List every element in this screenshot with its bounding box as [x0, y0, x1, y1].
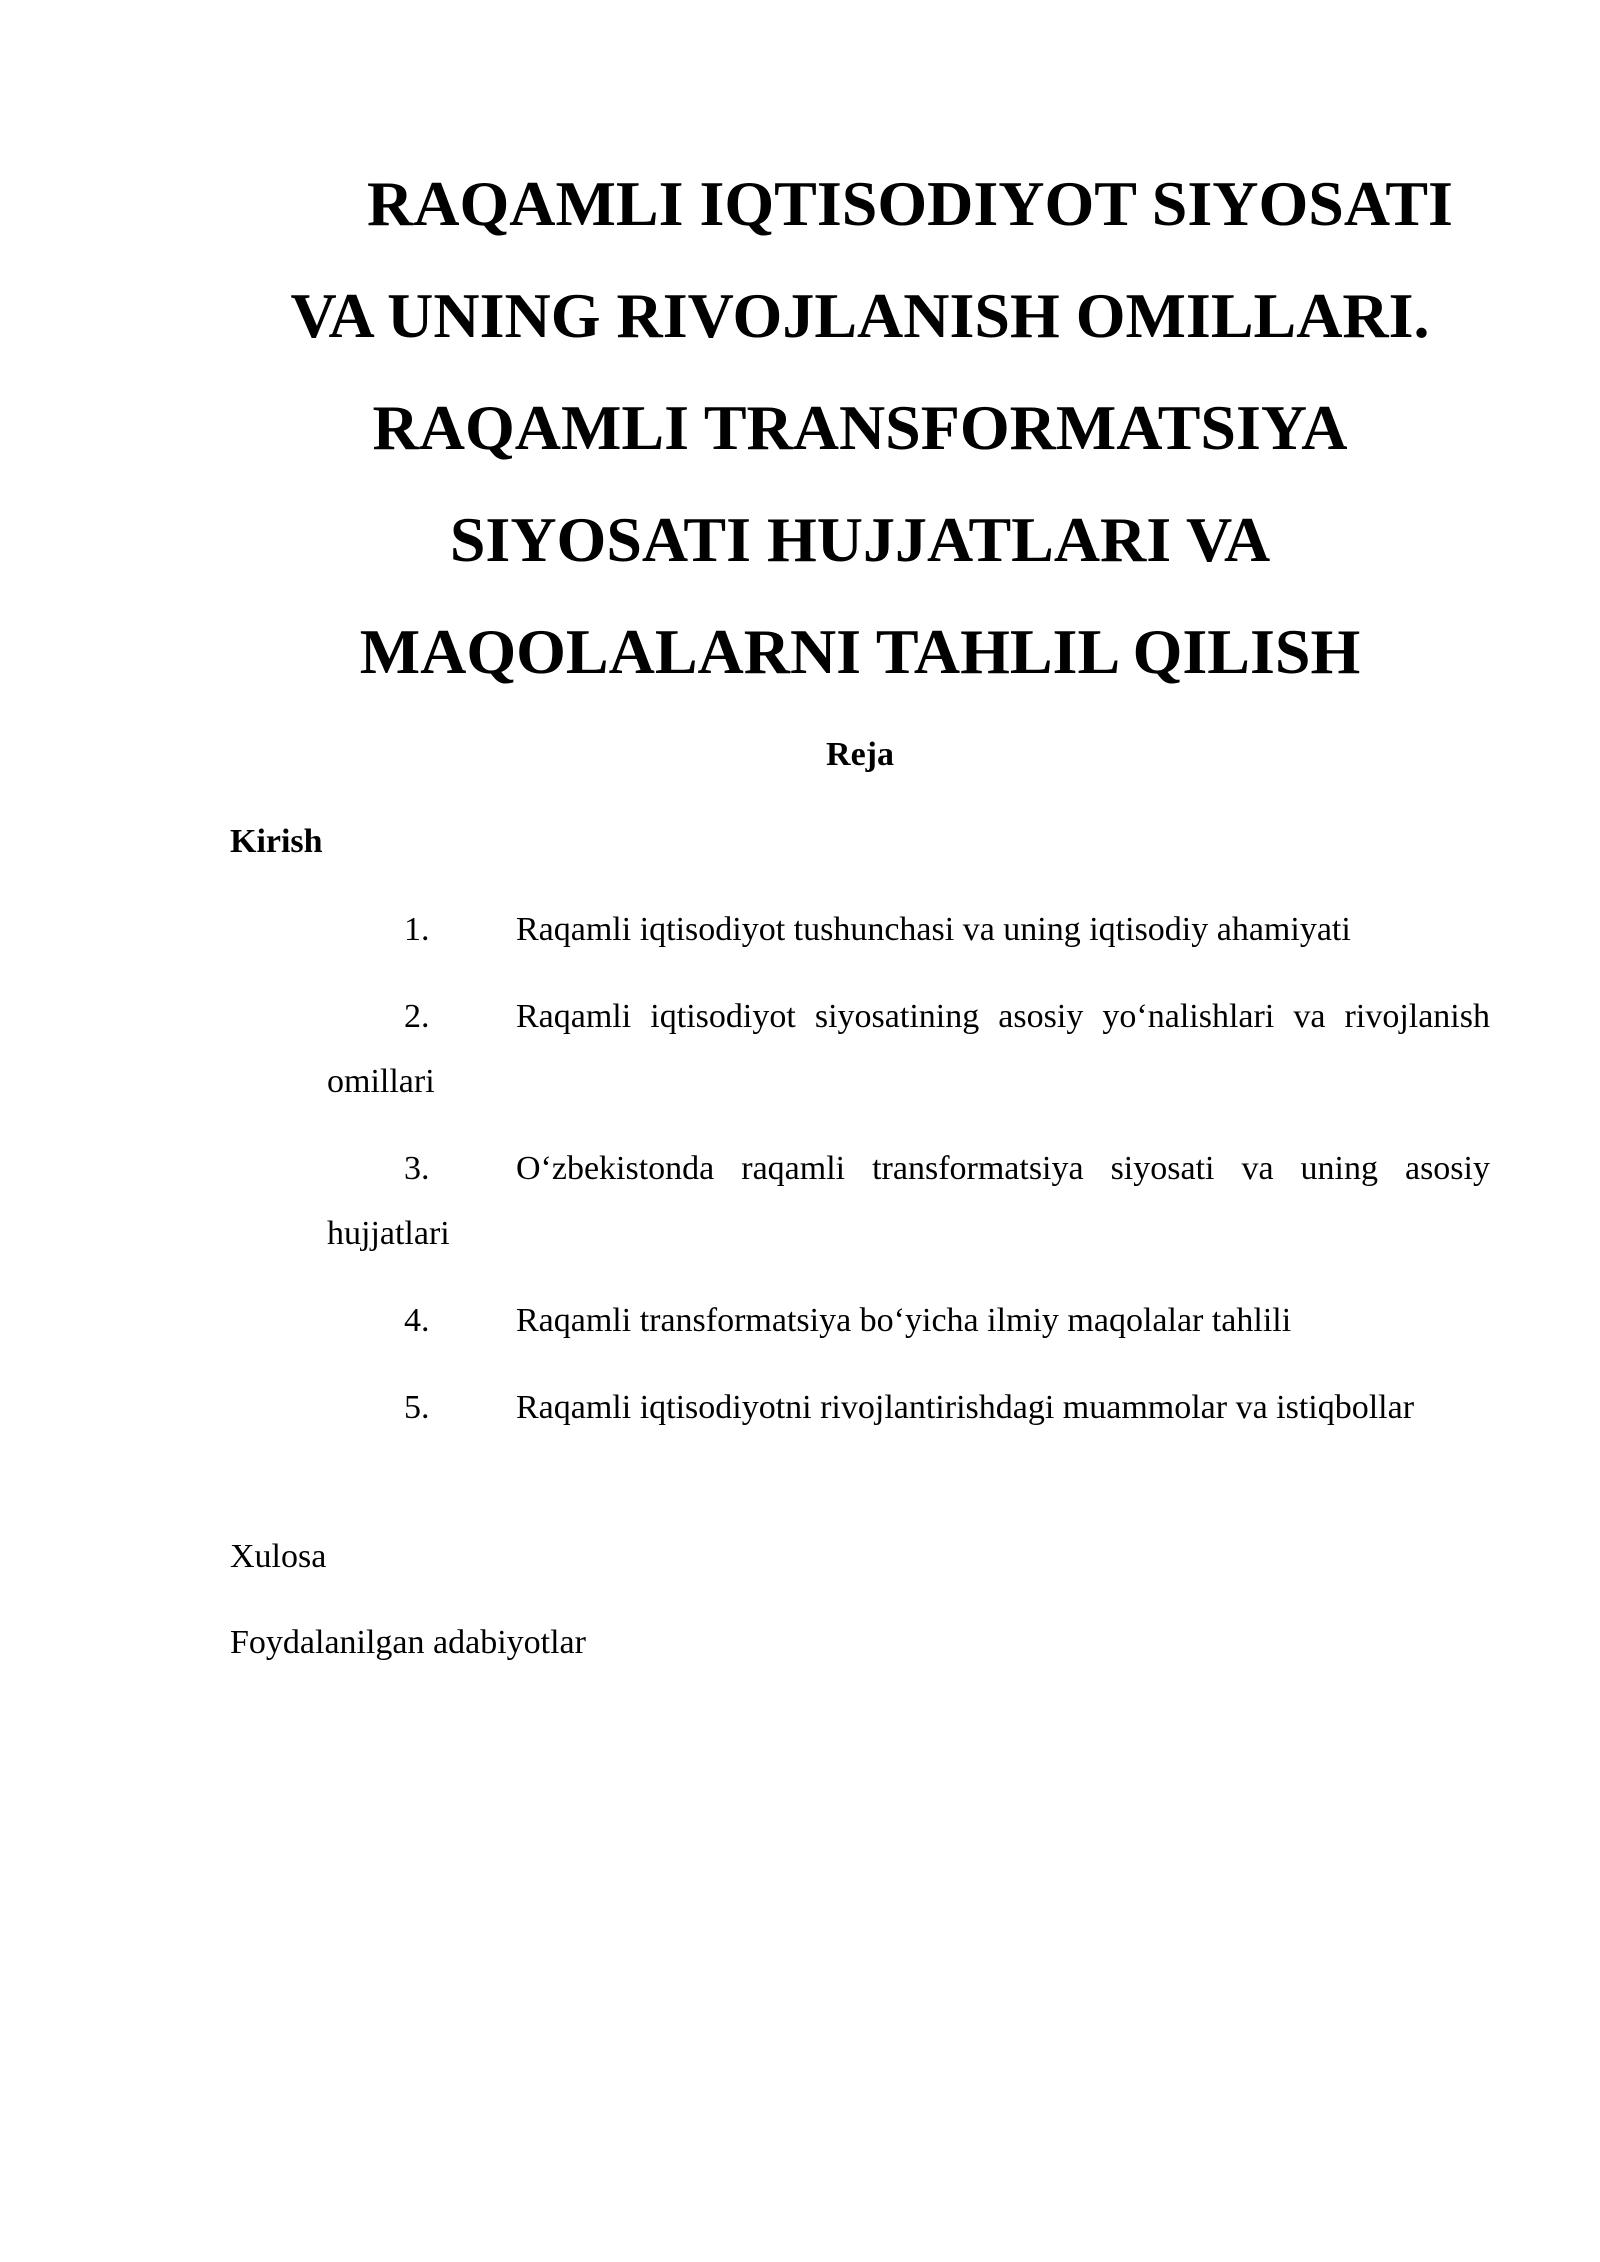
plan-item-text: O‘zbekistonda raqamli transformatsiya siyosati va uning asosiy hujjatlari	[327, 1150, 1490, 1252]
plan-item-text: Raqamli transformatsiya bo‘yicha ilmiy maqolalar tahlili	[516, 1302, 1292, 1339]
plan-item-number: 1.	[404, 911, 430, 948]
conclusion-label: Xulosa	[230, 1538, 327, 1575]
title-line-5: MAQOLALARNI TAHLIL QILISH	[359, 616, 1361, 687]
plan-item	[327, 1288, 1490, 1353]
plan-item-text: Raqamli iqtisodiyot siyosatining asosiy yo‘nalishlari va rivojlanish omillari	[327, 998, 1490, 1100]
plan-item-number: 4.	[404, 1302, 430, 1339]
document-title	[230, 148, 1490, 708]
plan-heading: Reja	[826, 736, 894, 773]
references-label: Foydalanilgan adabiyotlar	[230, 1624, 586, 1661]
plan-item	[327, 984, 1490, 1114]
plan-item-text: Raqamli iqtisodiyot tushunchasi va uning iqtisodiy ahamiyati	[516, 911, 1351, 948]
plan-item-text: Raqamli iqtisodiyotni rivojlantirishdagi muammolar va istiqbollar	[516, 1389, 1415, 1426]
plan-item-number: 5.	[404, 1389, 430, 1426]
title-line-2: VA UNING RIVOJLANISH OMILLARI.	[290, 280, 1430, 351]
title-line-1: RAQAMLI IQTISODIYOT SIYOSATI	[367, 168, 1453, 239]
plan-item	[327, 1375, 1490, 1440]
plan-list	[327, 897, 1490, 1462]
plan-item-number: 3.	[404, 1150, 430, 1187]
intro-label: Kirish	[230, 823, 323, 860]
plan-item	[327, 1136, 1490, 1266]
title-line-4: SIYOSATI HUJJATLARI VA	[449, 504, 1271, 575]
plan-item	[327, 897, 1490, 962]
title-line-3: RAQAMLI TRANSFORMATSIYA	[372, 392, 1348, 463]
plan-item-number: 2.	[404, 998, 430, 1035]
